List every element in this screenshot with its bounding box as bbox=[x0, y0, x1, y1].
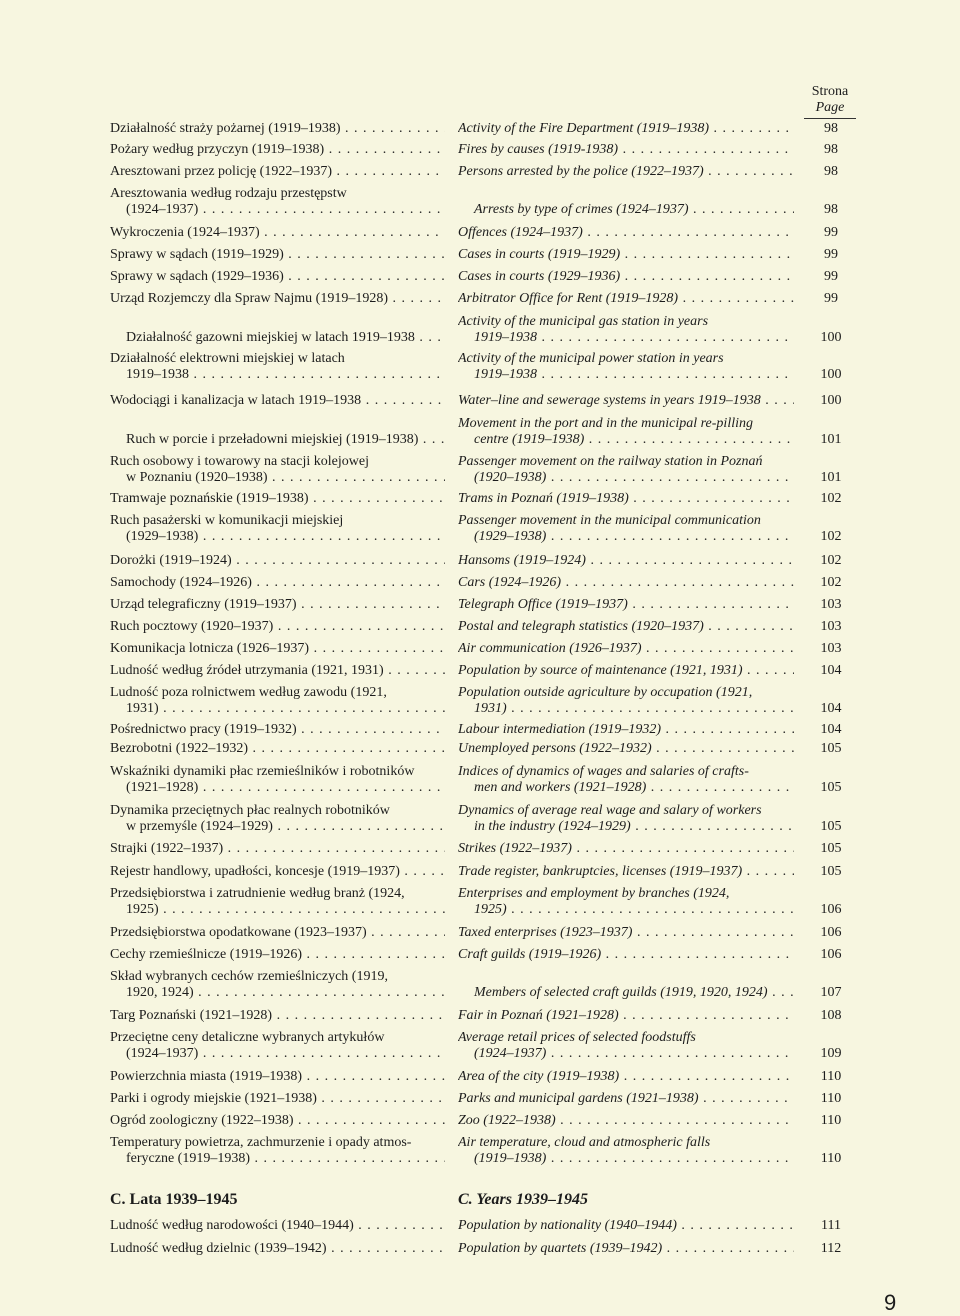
entry-title-en bbox=[458, 314, 794, 346]
header-en: Page bbox=[815, 100, 845, 115]
pl-line: Pośrednictwo pracy (1919–1932) . . . bbox=[110, 722, 445, 738]
entry-title-en bbox=[458, 641, 794, 657]
pl-line: Przedsiębiorstwa i zatrudnienie według branż (1924, bbox=[110, 886, 405, 901]
pl-line bbox=[110, 416, 445, 432]
page-ref: 109 bbox=[820, 1046, 842, 1061]
pl-line: Parki i ogrody miejskie (1921–1938) . . . bbox=[110, 1091, 445, 1107]
entry-title-pl bbox=[110, 351, 445, 383]
pl-line: Ludność według dzielnic (1939–1942) . . . bbox=[110, 1241, 445, 1257]
en-line: Population by source of maintenance (1921, 1931) . . . bbox=[458, 663, 794, 679]
entry-title-pl bbox=[110, 597, 445, 613]
pl-line: Cechy rzemieślnicze (1919–1926) . . . bbox=[110, 947, 445, 963]
page-ref: 105 bbox=[820, 864, 842, 879]
pl-line: Powierzchnia miasta (1919–1938) . . . bbox=[110, 1069, 445, 1085]
en-line: Enterprises and employment by branches (1924, bbox=[458, 886, 730, 901]
en-line: Zoo (1922–1938) . . . bbox=[458, 1113, 794, 1129]
entry-title-en bbox=[458, 1135, 794, 1167]
pl-line: Ruch w porcie i przeładowni miejskiej (1919–1938) . . . bbox=[110, 432, 445, 448]
en-line: Hansoms (1919–1924) . . . bbox=[458, 553, 794, 569]
entry-title-pl bbox=[110, 1091, 445, 1107]
en-line: men and workers (1921–1928) . . . bbox=[458, 780, 794, 796]
pl-line: Sprawy w sądach (1919–1929) . . . bbox=[110, 247, 445, 263]
page-ref: 102 bbox=[820, 491, 842, 506]
en-line: Population by nationality (1940–1944) . . . bbox=[458, 1218, 794, 1234]
pl-line: Samochody (1924–1926) . . . bbox=[110, 575, 445, 591]
en-line: Telegraph Office (1919–1937) . . . bbox=[458, 597, 794, 613]
entry-title-en bbox=[458, 1069, 794, 1085]
page-ref: 110 bbox=[820, 1151, 842, 1166]
en-line: Fires by causes (1919-1938) . . . bbox=[458, 142, 794, 158]
pl-line: Działalność straży pożarnej (1919–1938) . . . bbox=[110, 121, 445, 137]
entry-title-pl bbox=[110, 925, 445, 941]
page-ref: 112 bbox=[820, 1241, 842, 1256]
page-ref: 107 bbox=[820, 985, 842, 1000]
page-ref: 103 bbox=[820, 641, 842, 656]
pl-line bbox=[110, 314, 445, 330]
entry-title-en bbox=[458, 416, 794, 448]
entry-title-en bbox=[458, 225, 794, 241]
en-line: Offences (1924–1937) . . . bbox=[458, 225, 794, 241]
entry-title-pl bbox=[110, 121, 445, 137]
pl-line: Komunikacja lotnicza (1926–1937) . . . bbox=[110, 641, 445, 657]
page-ref: 101 bbox=[820, 470, 842, 485]
entry-title-pl bbox=[110, 393, 445, 409]
pl-line: Dorożki (1919–1924) . . . bbox=[110, 553, 445, 569]
page-ref: 105 bbox=[820, 841, 842, 856]
entry-title-en bbox=[458, 291, 794, 307]
page-ref: 104 bbox=[820, 663, 842, 678]
entry-title-en bbox=[458, 1030, 794, 1062]
entry-title-pl bbox=[110, 454, 445, 486]
pl-line: Wodociągi i kanalizacja w latach 1919–1938 . . . bbox=[110, 393, 445, 409]
page-ref: 100 bbox=[820, 330, 842, 345]
pl-line: Ludność poza rolnictwem według zawodu (1921, bbox=[110, 685, 387, 700]
pl-line: Sprawy w sądach (1929–1936) . . . bbox=[110, 269, 445, 285]
pl-line: w przemyśle (1924–1929) . . . bbox=[110, 819, 445, 835]
entry-title-en bbox=[458, 351, 794, 383]
page-ref: 110 bbox=[820, 1091, 842, 1106]
en-line: Dynamics of average real wage and salary of workers bbox=[458, 803, 762, 818]
pl-line: Aresztowania według rodzaju przestępstw bbox=[110, 186, 347, 201]
page-ref: 105 bbox=[820, 780, 842, 795]
entry-title-pl bbox=[110, 1218, 445, 1234]
page-ref: 99 bbox=[824, 247, 838, 262]
pl-line: Ludność według narodowości (1940–1944) . . . bbox=[110, 1218, 445, 1234]
entry-title-pl bbox=[110, 886, 445, 918]
entry-title-en bbox=[458, 269, 794, 285]
pl-line: Strajki (1922–1937) . . . bbox=[110, 841, 445, 857]
en-line: Cars (1924–1926) . . . bbox=[458, 575, 794, 591]
en-line: Population outside agriculture by occupation (1921, bbox=[458, 685, 753, 700]
entry-title-en bbox=[458, 685, 794, 717]
page-ref: 100 bbox=[820, 393, 842, 408]
pl-line: Skład wybranych cechów rzemieślniczych (1919, bbox=[110, 969, 388, 984]
en-line: Taxed enterprises (1923–1937) . . . bbox=[458, 925, 794, 941]
en-line: Activity of the municipal gas station in years bbox=[458, 314, 709, 329]
entry-title-pl bbox=[110, 1030, 445, 1062]
entry-title-en bbox=[458, 663, 794, 679]
entry-title-pl bbox=[110, 416, 445, 448]
entry-title-pl bbox=[110, 803, 445, 835]
en-line: Water–line and sewerage systems in years 1919–1938 . . . bbox=[458, 393, 794, 409]
entry-title-en bbox=[458, 164, 794, 180]
en-line bbox=[458, 186, 794, 202]
page-ref: 101 bbox=[820, 432, 842, 447]
entry-title-en bbox=[458, 925, 794, 941]
pl-line: Temperatury powietrza, zachmurzenie i opady atmos- bbox=[110, 1135, 412, 1150]
en-line: Air communication (1926–1937) . . . bbox=[458, 641, 794, 657]
entry-title-en bbox=[458, 597, 794, 613]
entry-title-pl bbox=[110, 491, 445, 507]
en-line: Passenger movement on the railway station in Poznań bbox=[458, 454, 763, 469]
en-line: Parks and municipal gardens (1921–1938) . . . bbox=[458, 1091, 794, 1107]
en-line: in the industry (1924–1929) . . . bbox=[458, 819, 794, 835]
page-ref: 99 bbox=[824, 291, 838, 306]
entry-title-en bbox=[458, 513, 794, 545]
entry-title-pl bbox=[110, 142, 445, 158]
pl-line: Tramwaje poznańskie (1919–1938) . . . bbox=[110, 491, 445, 507]
entry-title-pl bbox=[110, 764, 445, 796]
entry-title-pl bbox=[110, 864, 445, 880]
en-line: Arrests by type of crimes (1924–1937) . . . bbox=[458, 202, 794, 218]
en-line: Postal and telegraph statistics (1920–1937) . . . bbox=[458, 619, 794, 635]
entry-title-pl bbox=[110, 225, 445, 241]
pl-line: Urząd telegraficzny (1919–1937) . . . bbox=[110, 597, 445, 613]
pl-line: Ludność według źródeł utrzymania (1921, 1931) . . . bbox=[110, 663, 445, 679]
pl-line: Targ Poznański (1921–1928) . . . bbox=[110, 1008, 445, 1024]
en-line: Trade register, bankruptcies, licenses (1919–1937) . . . bbox=[458, 864, 794, 880]
pl-line: Bezrobotni (1922–1932) . . . bbox=[110, 741, 445, 757]
pl-line: feryczne (1919–1938) . . . bbox=[110, 1151, 445, 1167]
page-ref: 110 bbox=[820, 1069, 842, 1084]
entry-title-pl bbox=[110, 841, 445, 857]
pl-line: Ruch pocztowy (1920–1937) . . . bbox=[110, 619, 445, 635]
section-c-title-pl: C. Lata 1939–1945 bbox=[110, 1191, 238, 1208]
entry-title-en bbox=[458, 393, 794, 409]
entry-title-en bbox=[458, 722, 794, 738]
en-line: centre (1919–1938) . . . bbox=[458, 432, 794, 448]
pl-line: Ruch osobowy i towarowy na stacji kolejowej bbox=[110, 454, 369, 469]
pl-line: (1929–1938) . . . bbox=[110, 529, 445, 545]
en-line: Unemployed persons (1922–1932) . . . bbox=[458, 741, 794, 757]
en-line: Air temperature, cloud and atmospheric falls bbox=[458, 1135, 711, 1150]
pl-line: Aresztowani przez policję (1922–1937) . . . bbox=[110, 164, 445, 180]
entry-title-en bbox=[458, 803, 794, 835]
entry-title-en bbox=[458, 553, 794, 569]
pl-line: Wskaźniki dynamiki płac rzemieślników i robotników bbox=[110, 764, 415, 779]
entry-title-en bbox=[458, 886, 794, 918]
page-ref: 99 bbox=[824, 225, 838, 240]
entry-title-pl bbox=[110, 1135, 445, 1167]
entry-title-pl bbox=[110, 663, 445, 679]
page-ref: 104 bbox=[820, 701, 842, 716]
page-ref: 103 bbox=[820, 619, 842, 634]
entry-title-pl bbox=[110, 247, 445, 263]
entry-title-en bbox=[458, 864, 794, 880]
page-header-strona bbox=[806, 84, 854, 116]
entry-title-pl bbox=[110, 722, 445, 738]
pl-line: (1924–1937) . . . bbox=[110, 202, 445, 218]
entry-title-en bbox=[458, 121, 794, 137]
en-line bbox=[458, 969, 794, 985]
entry-title-pl bbox=[110, 969, 445, 1001]
pl-line: (1921–1928) . . . bbox=[110, 780, 445, 796]
page-ref: 110 bbox=[820, 1113, 842, 1128]
entry-title-en bbox=[458, 1218, 794, 1234]
en-line: Fair in Poznań (1921–1928) . . . bbox=[458, 1008, 794, 1024]
page-ref: 111 bbox=[821, 1218, 841, 1233]
pl-line: 1919–1938 . . . bbox=[110, 367, 445, 383]
page-ref: 102 bbox=[820, 575, 842, 590]
page-ref: 98 bbox=[824, 121, 838, 136]
entry-title-pl bbox=[110, 947, 445, 963]
en-line: (1920–1938) . . . bbox=[458, 470, 794, 486]
entry-title-pl bbox=[110, 575, 445, 591]
entry-title-en bbox=[458, 1113, 794, 1129]
entry-title-pl bbox=[110, 314, 445, 346]
section-c-title-en: C. Years 1939–1945 bbox=[458, 1191, 588, 1208]
page-ref: 98 bbox=[824, 202, 838, 217]
entry-title-pl bbox=[110, 269, 445, 285]
pl-line: 1931) . . . bbox=[110, 701, 445, 717]
pl-line: Pożary według przyczyn (1919–1938) . . . bbox=[110, 142, 445, 158]
entry-title-en bbox=[458, 1241, 794, 1257]
page-ref: 106 bbox=[820, 925, 842, 940]
en-line: Cases in courts (1929–1936) . . . bbox=[458, 269, 794, 285]
entry-title-pl bbox=[110, 1113, 445, 1129]
entry-title-pl bbox=[110, 291, 445, 307]
en-line: Passenger movement in the municipal communication bbox=[458, 513, 761, 528]
page-ref: 105 bbox=[820, 819, 842, 834]
en-line: (1929–1938) . . . bbox=[458, 529, 794, 545]
pl-line: Przeciętne ceny detaliczne wybranych artykułów bbox=[110, 1030, 385, 1045]
entry-title-pl bbox=[110, 1241, 445, 1257]
entry-title-en bbox=[458, 1091, 794, 1107]
entry-title-en bbox=[458, 454, 794, 486]
entry-title-en bbox=[458, 619, 794, 635]
entry-title-pl bbox=[110, 1008, 445, 1024]
page-ref: 106 bbox=[820, 947, 842, 962]
entry-title-en bbox=[458, 142, 794, 158]
entry-title-en bbox=[458, 186, 794, 218]
page-ref: 104 bbox=[820, 722, 842, 737]
entry-title-pl bbox=[110, 513, 445, 545]
en-line: Activity of the Fire Department (1919–1938) . . . bbox=[458, 121, 794, 137]
en-line: (1924–1937) . . . bbox=[458, 1046, 794, 1062]
page-ref: 102 bbox=[820, 529, 842, 544]
en-line: Indices of dynamics of wages and salaries of crafts- bbox=[458, 764, 749, 779]
page-number: 9 bbox=[884, 1290, 897, 1315]
pl-line: Działalność gazowni miejskiej w latach 1919–1938 . . . bbox=[110, 330, 445, 346]
en-line: 1931) . . . bbox=[458, 701, 794, 717]
pl-line: 1925) . . . bbox=[110, 902, 445, 918]
pl-line: Dynamika przeciętnych płac realnych robotników bbox=[110, 803, 390, 818]
en-line: 1925) . . . bbox=[458, 902, 794, 918]
en-line: Activity of the municipal power station in years bbox=[458, 351, 724, 366]
en-line: Arbitrator Office for Rent (1919–1928) . . . bbox=[458, 291, 794, 307]
entry-title-en bbox=[458, 969, 794, 1001]
en-line: Labour intermediation (1919–1932) . . . bbox=[458, 722, 794, 738]
pl-line: 1920, 1924) . . . bbox=[110, 985, 445, 1001]
entry-title-pl bbox=[110, 1069, 445, 1085]
header-underline bbox=[804, 118, 856, 119]
page-ref: 102 bbox=[820, 553, 842, 568]
pl-line: Ogród zoologiczny (1922–1938) . . . bbox=[110, 1113, 445, 1129]
entry-title-pl bbox=[110, 619, 445, 635]
page-ref: 98 bbox=[824, 142, 838, 157]
entry-title-pl bbox=[110, 164, 445, 180]
entry-title-pl bbox=[110, 685, 445, 717]
pl-line: Rejestr handlowy, upadłości, koncesje (1919–1937) . . . bbox=[110, 864, 445, 880]
en-line: Cases in courts (1919–1929) . . . bbox=[458, 247, 794, 263]
entry-title-en bbox=[458, 491, 794, 507]
entry-title-pl bbox=[110, 553, 445, 569]
entry-title-en bbox=[458, 741, 794, 757]
pl-line: Ruch pasażerski w komunikacji miejskiej bbox=[110, 513, 344, 528]
entry-title-en bbox=[458, 247, 794, 263]
en-line: Average retail prices of selected foodstuffs bbox=[458, 1030, 696, 1045]
page-ref: 103 bbox=[820, 597, 842, 612]
en-line: 1919–1938 . . . bbox=[458, 330, 794, 346]
entry-title-pl bbox=[110, 641, 445, 657]
entry-title-en bbox=[458, 947, 794, 963]
entry-title-pl bbox=[110, 186, 445, 218]
entry-title-pl bbox=[110, 741, 445, 757]
page-ref: 100 bbox=[820, 367, 842, 382]
page-ref: 98 bbox=[824, 164, 838, 179]
en-line: 1919–1938 . . . bbox=[458, 367, 794, 383]
pl-line: Wykroczenia (1924–1937) . . . bbox=[110, 225, 445, 241]
en-line: Craft guilds (1919–1926) . . . bbox=[458, 947, 794, 963]
en-line: Area of the city (1919–1938) . . . bbox=[458, 1069, 794, 1085]
en-line: (1919–1938) . . . bbox=[458, 1151, 794, 1167]
entry-title-en bbox=[458, 1008, 794, 1024]
en-line: Members of selected craft guilds (1919, 1920, 1924) . . . bbox=[458, 985, 794, 1001]
pl-line: Urząd Rozjemczy dla Spraw Najmu (1919–1928) . . . bbox=[110, 291, 445, 307]
en-line: Movement in the port and in the municipal re-pilling bbox=[458, 416, 753, 431]
entry-title-en bbox=[458, 764, 794, 796]
pl-line: Działalność elektrowni miejskiej w latach bbox=[110, 351, 345, 366]
entry-title-en bbox=[458, 841, 794, 857]
en-line: Persons arrested by the police (1922–1937) . . . bbox=[458, 164, 794, 180]
pl-line: w Poznaniu (1920–1938) . . . bbox=[110, 470, 445, 486]
en-line: Strikes (1922–1937) . . . bbox=[458, 841, 794, 857]
page-ref: 108 bbox=[820, 1008, 842, 1023]
en-line: Trams in Poznań (1919–1938) . . . bbox=[458, 491, 794, 507]
page-ref: 105 bbox=[820, 741, 842, 756]
pl-line: Przedsiębiorstwa opodatkowane (1923–1937) . . . bbox=[110, 925, 445, 941]
header-pl: Strona bbox=[811, 84, 849, 99]
pl-line: (1924–1937) . . . bbox=[110, 1046, 445, 1062]
page-ref: 106 bbox=[820, 902, 842, 917]
en-line: Population by quartets (1939–1942) . . . bbox=[458, 1241, 794, 1257]
entry-title-en bbox=[458, 575, 794, 591]
page-ref: 99 bbox=[824, 269, 838, 284]
